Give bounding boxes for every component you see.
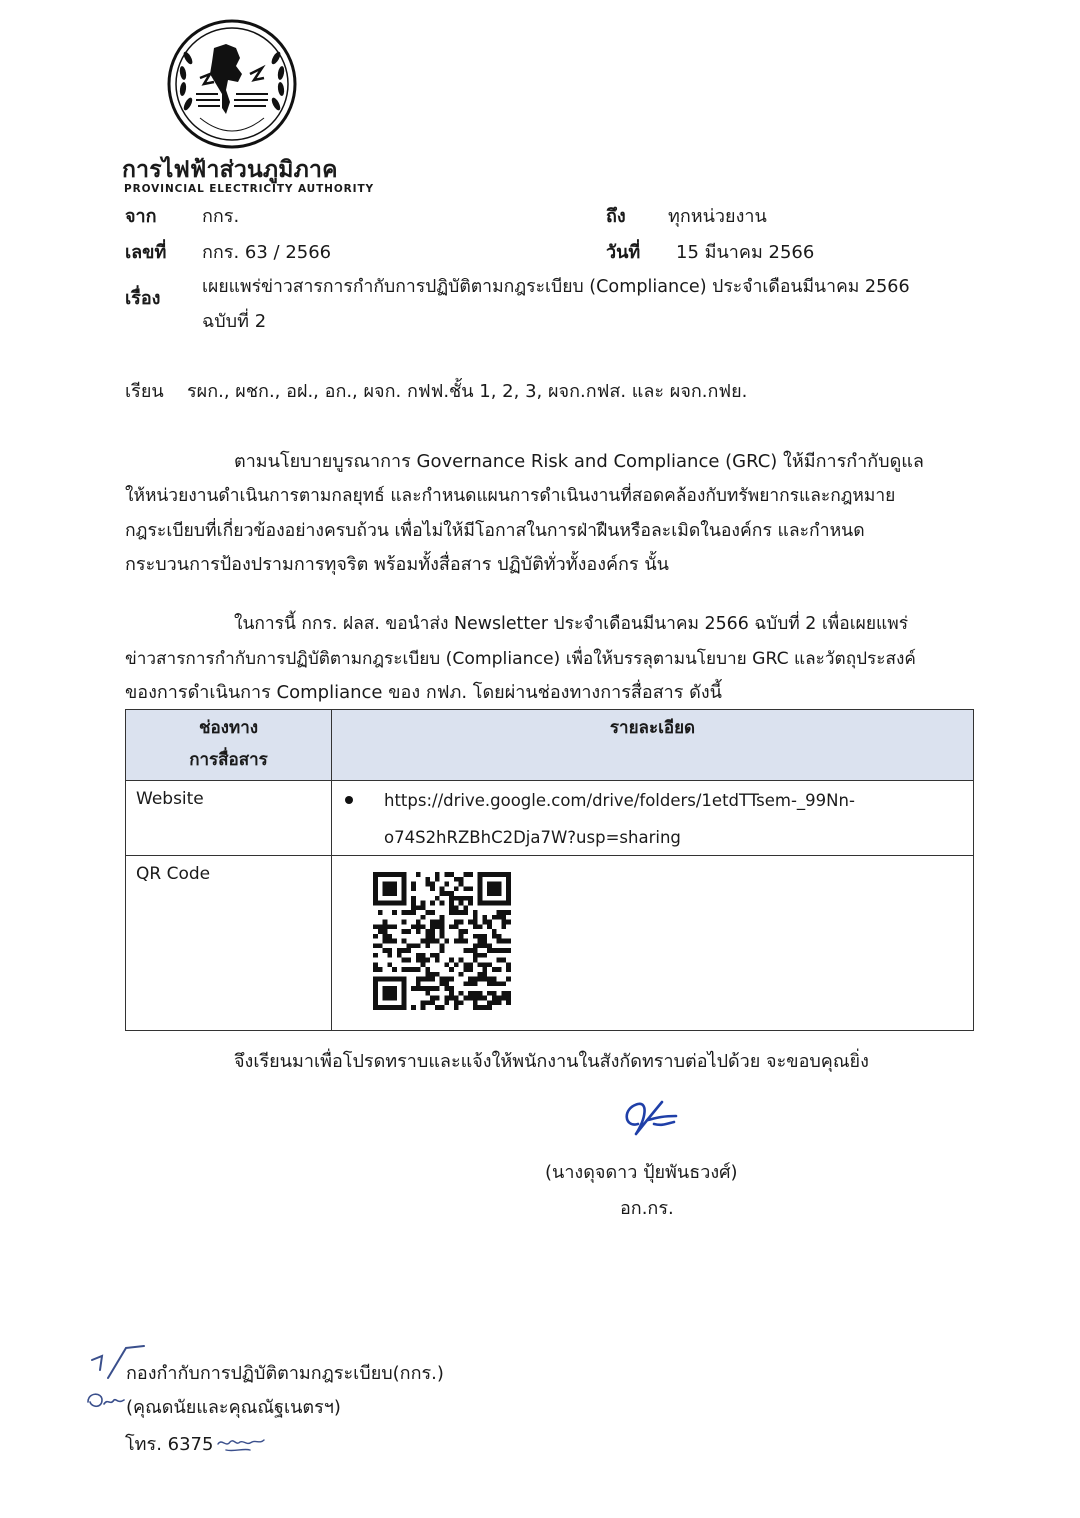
number-value: กกร. 63 / 2566: [202, 242, 332, 263]
footer-department: กองกำกับการปฏิบัติตามกฎระเบียบ(กกร.): [126, 1363, 444, 1384]
footer-contact: (คุณดนัยและคุณณัฐเนตรฯ): [126, 1397, 341, 1418]
para2-line: ในการนี้ กกร. ฝลส. ขอนำส่ง Newsletter ประจำเดือนมีนาคม 2566 ฉบับที่ 2 เพื่อเผยแพร่: [234, 614, 909, 634]
para1-line: ให้หน่วยงานดำเนินการตามกลยุทธ์ และกำหนดแผนการดำเนินงานที่สอดคล้องกับทรัพยากรและกฎหมาย: [125, 486, 896, 506]
footer-phone: โทร. 6375: [125, 1434, 214, 1455]
number-label: เลขที่: [125, 242, 167, 263]
to-label: ถึง: [606, 206, 626, 227]
signatory-name: (นางดุจดาว ปุ้ยพันธวงศ์): [545, 1162, 738, 1183]
to-value: ทุกหน่วยงาน: [668, 206, 767, 227]
row-website-channel: Website: [136, 789, 204, 809]
closing-text: จึงเรียนมาเพื่อโปรดทราบและแจ้งให้พนักงานในสังกัดทราบต่อไปด้วย จะขอบคุณยิ่ง: [234, 1051, 869, 1072]
handwritten-initials: [84, 1388, 128, 1412]
website-url-line-2[interactable]: o74S2hRZBhC2Dja7W?usp=sharing: [384, 828, 681, 847]
qr-code-image[interactable]: [373, 872, 511, 1010]
para1-line: ตามนโยบายบูรณาการ Governance Risk and Compliance (GRC) ให้มีการกำกับดูแล: [234, 451, 924, 472]
header-channel: ช่องทาง การสื่อสาร: [189, 718, 268, 770]
date-label: วันที่: [606, 242, 641, 263]
handwritten-initials-small: [214, 1432, 268, 1456]
signatory-position: อก.กร.: [620, 1198, 674, 1219]
para1-line: กฎระเบียบที่เกี่ยวข้องอย่างครบถ้วน เพื่อไม่ให้มีโอกาสในการฝ่าฝืนหรือละเมิดในองค์กร และกำหนด: [125, 521, 865, 541]
website-url-line-1[interactable]: https://drive.google.com/drive/folders/1etdTTsem-_99Nn-: [384, 791, 855, 810]
subject-line-2: ฉบับที่ 2: [202, 311, 267, 332]
subject-label: เรื่อง: [125, 288, 161, 309]
recipient-label: เรียน: [125, 381, 164, 402]
handwritten-signature: [618, 1094, 684, 1142]
date-value: 15 มีนาคม 2566: [676, 242, 815, 263]
pea-seal-logo: [166, 18, 298, 150]
para1-line: กระบวนการป้องปรามการทุจริต พร้อมทั้งสื่อสาร ปฏิบัติทั่วทั้งองค์กร นั้น: [125, 554, 669, 575]
from-value: กกร.: [202, 206, 240, 227]
row-qr-channel: QR Code: [136, 864, 211, 884]
org-name-thai: การไฟฟ้าส่วนภูมิภาค: [122, 157, 338, 183]
channels-table: [125, 709, 974, 1031]
subject-line-1: เผยแพร่ข่าวสารการกำกับการปฏิบัติตามกฎระเบียบ (Compliance) ประจำเดือนมีนาคม 2566: [202, 277, 910, 297]
bullet-icon: [345, 796, 353, 804]
org-name-english: PROVINCIAL ELECTRICITY AUTHORITY: [124, 183, 375, 195]
header-detail: รายละเอียด: [609, 718, 696, 738]
from-label: จาก: [125, 206, 157, 227]
recipient-value: รผก., ผชก., อฝ., อก., ผจก. กฟฟ.ชั้น 1, 2, 3, ผจก.กฟส. และ ผจก.กฟย.: [187, 381, 748, 402]
para2-line: ของการดำเนินการ Compliance ของ กฟภ. โดยผ่านช่องทางการสื่อสาร ดังนี้: [125, 682, 722, 703]
para2-line: ข่าวสารการกำกับการปฏิบัติตามกฎระเบียบ (Compliance) เพื่อให้บรรลุตามนโยบาย GRC และวัตถุประสงค์: [125, 649, 916, 669]
